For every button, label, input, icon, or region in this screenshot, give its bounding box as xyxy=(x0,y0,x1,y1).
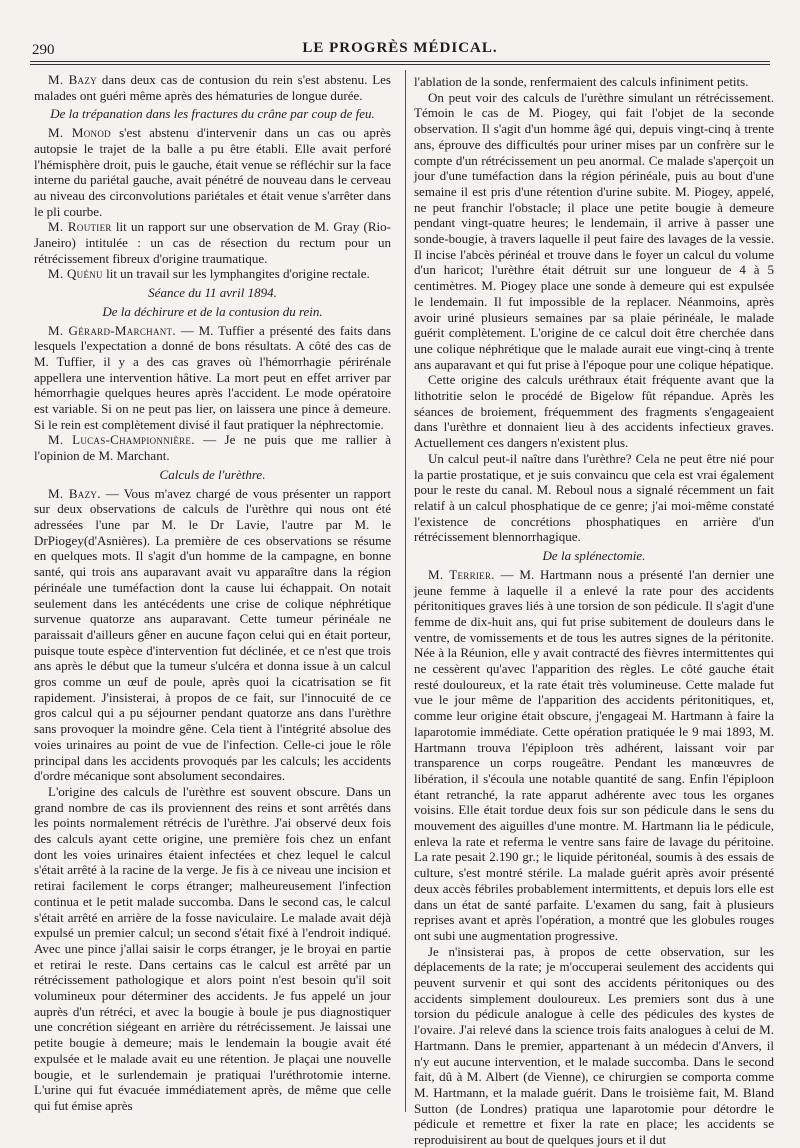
section-heading: De la déchirure et de la contusion du rein. xyxy=(102,303,323,319)
paragraph-text: lit un rapport sur une observation de M. Gray (Rio-Janeiro) intitulée : un cas de résection du rectum pour un rétrécissement fibreux d'origine traumatique. xyxy=(34,219,391,266)
paragraph-text: s'est abstenu d'intervenir dans un cas ou après autopsie le trajet de la balle a pu être établi. Elle avait perforé l'hémisphère droit, puis le gauche, était venue se réfléchir sur la face interne du pariétal gauche, avait pénétré de nouveau dans le cerveau au niveau des circonvolutions pariétales et était venue s'arrêter dans le pli courbe. xyxy=(34,125,391,219)
paragraph-text: dans deux cas de contusion du rein s'est abstenu. Les malades ont guéri même après des hématuries de longue durée. xyxy=(34,72,391,103)
section-heading: Calculs de l'urèthre. xyxy=(159,466,266,482)
paragraph xyxy=(34,486,391,784)
left-column xyxy=(34,72,391,1114)
speaker-name: M. Bazy. xyxy=(48,485,101,501)
page-header xyxy=(30,38,770,58)
paragraph xyxy=(414,944,774,1148)
speaker-name: M. Routier xyxy=(48,219,112,235)
paragraph xyxy=(34,784,391,1114)
paragraph xyxy=(414,567,774,944)
column-divider xyxy=(405,70,406,1112)
paragraph-text: Je n'insisterai pas, à propos de cette observation, sur les déplacements de la rate; je m'occuperai seulement des accidents qui peuvent survenir et qui sont des accidents péritoniques ou des accidents simplement douloureux. Les premiers sont dus à une torsion du pédicule analogue à celle des pédicules des kystes de l'ovaire. J'ai relevé dans la science trois faits analogues à celui de M. Hartmann. Dans le premier, appartenant à un médecin d'Anvers, il n'y eut aucune intervention, et le malade succomba. Dans le second fait, dû à M. Albert (de Vienne), ce chirurgien se comporta comme M. Hartmann, et la malade guérit. Dans le troisième fait, M. Bland Sutton (de Londres) pratiqua une laparotomie pour détordre le pédicule et remettre et fixer la rate en place; les accidents se reproduisirent au bout de quelques jours et il dut xyxy=(414,943,774,1148)
journal-title: LE PROGRÈS MÉDICAL. xyxy=(302,40,498,56)
speaker-name: M. Gérard-Marchant. xyxy=(48,322,176,338)
paragraph-text: Cette origine des calculs uréthraux était fréquente avant que la lithotritie selon le procédé de Bigelow fût répandue. Après les séances de broiement, fréquemment des fragments s'engageaient dans l'urèthre et donnaient lieu à des accidents infectieux graves. Actuellement ces dangers n'existent plus. xyxy=(414,372,774,451)
paragraph xyxy=(34,219,391,266)
paragraph xyxy=(414,451,774,545)
speaker-name: M. Lucas-Championnière. xyxy=(48,432,195,448)
paragraph xyxy=(34,72,391,103)
paragraph-text: Un calcul peut-il naître dans l'urèthre? Cela ne peut être nié pour la partie prostatique, et je suis convaincu que cela est vrai également pour le reste du canal. M. Reboul nous a signalé récemment un fait relatif à un calcul phosphatique de ce genre; j'ai moi-même constaté l'existence de concrétions phosphatiques en arrière d'un rétrécissement blennorrhagique. xyxy=(414,450,774,545)
paragraph-text: — Vous m'avez chargé de vous présenter un rapport sur deux observations de calculs de l'urèthre qui nous ont été adressées l'une par M. le Dr Lavie, l'autre par M. le DrPiogey(d'Asnières). La première de ces observations se résume en quelques mots. Il s'agit d'un homme de la campagne, en bonne santé, qui trois ans auparavant avait vu apparaître dans la région périnéale une tuméfaction dont la cause lui échappait. On notait seulement dans les antécédents une crise de colique néphrétique survenue quatorze ans auparavant. Cette tumeur périnéale ne paraissait d'ailleurs gêner en aucune façon celui qui en était porteur, puisque toute espèce d'intervention fut déclinée, et ce n'est que trois ans après le début que la tumeur s'ulcéra et donna issue à un calcul gros comme un œuf de poule, après quoi la cicatrisation se fit rapidement. J'insisterai, à propos de ce fait, sur l'innocuité de ce gros calcul qui a pu séjourner pendant quatorze ans dans l'urèthre sans provoquer la moindre gêne. Cela tient à l'intégrité absolue des voies urinaires au point de vue de l'infection. Celle-ci joue le rôle principal dans les accidents provoqués par les calculs; les accidents d'ordre mécanique sont absolument secondaires. xyxy=(34,485,391,784)
section-heading: De la splénectomie. xyxy=(542,548,646,564)
paragraph xyxy=(34,323,391,433)
paragraph xyxy=(414,372,774,451)
speaker-name: M. Quénu xyxy=(48,266,103,282)
paragraph-text: l'ablation de la sonde, renfermaient des calculs infiniment petits. xyxy=(414,74,749,89)
paragraph xyxy=(34,266,391,282)
session-heading: Séance du 11 avril 1894. xyxy=(148,285,277,301)
section-heading: De la trépanation dans les fractures du crâne par coup de feu. xyxy=(50,106,375,122)
paragraph xyxy=(34,125,391,219)
paragraph-text: L'origine des calculs de l'urèthre est souvent obscure. Dans un grand nombre de cas ils proviennent des reins et sont arrêtés dans les points normalement rétrécis de l'urèthre. J'ai observé deux fois des calculs ayant cette origine, une première fois chez un enfant dont les voies urinaires étaient infectées et chez lequel le calcul s'était arrêté à la racine de la verge. Je fis à ce niveau une incision et retirai facilement le corps étranger; malheureusement l'infection continua et le petit malade succomba. Dans le second cas, le calcul s'était arrêté en arrière de la fosse naviculaire. Le malade avait déjà expulsé un premier calcul; un second s'était fixé à l'endroit indiqué. Avec une pince j'allai saisir le corps étranger, je le broyai en partie et retirai le reste. Dans certains cas le calcul est arrêté par un rétrécissement pathologique et alors point n'est besoin qu'il soit volumineux pour déterminer des accidents. Je fus appelé un jour auprès d'un rétréci, et avec la bougie à boule je pus diagnostiquer une concrétion siégeant en arrière du rétrécissement. Je laissai une petite bougie à demeure; mais le lendemain la bougie avait été expulsée et le malade avait eu une rétention. Je plaçai une nouvelle bougie, et le surlendemain je pratiquai l'uréthrotomie interne. L'urine qui fut évacuée immédiatement après, de même que celle qui fut émise après xyxy=(34,783,391,1113)
paragraph-text: — Je ne puis que me rallier à l'opinion de M. Marchant. xyxy=(34,432,391,464)
right-column xyxy=(414,74,774,1148)
paragraph-text: — M. Tuffier a présenté des faits dans lesquels l'expectation a donné de bons résultats. A côté des cas de M. Tuffier, il y a des cas graves où l'hémorrhagie périrénale appellera une intervention hâtive. La mort peut en effet arriver par hémorrhagie quelques heures après l'accident. Le mode opératoire est variable. Si on ne peut pas lier, on laissera une pince à demeure. Si le rein est complètement divisé il faut pratiquer la néphrectomie. xyxy=(34,322,391,432)
header-rule xyxy=(30,61,770,62)
paragraph xyxy=(34,432,391,463)
paragraph-text: On peut voir des calculs de l'urèthre simulant un rétrécissement. Témoin le cas de M. Piogey, qui fait l'objet de la seconde observation. Il s'agit d'un homme âgé qui, depuis vingt-cinq à trente ans, éprouve des difficultés pour uriner mises par un confrère sur le compte d'un rétrécissement un peu anormal. Ce malade s'aperçoit un jour d'une tuméfaction dans la région périnéale, puis au bout d'une semaine il est pris d'une rétention d'urine subite. M. Piogey, appelé, ne peut franchir l'obstacle; il place une petite bougie à demeure pendant vingt-quatre heures; le lendemain, il arrive à passer une sonde-bougie, à travers laquelle il peut faire des lavages de la vessie. Il incise l'abcès périnéal et trouve dans le foyer un calcul du volume d'un haricot; l'urèthre était détruit sur une longueur de 4 à 5 centimètres. M. Piogey place une sonde à demeure qui est expulsée le lendemain. Il fut impossible de la replacer. Néanmoins, après avoir uriné plusieurs semaines par sa plaie périnéale, le malade guérit complètement. L'origine de ce calcul doit être cherchée dans une colique néphrétique que le malade aurait eue vingt-cinq à trente ans auparavant et qui fut prise à l'époque pour une colique hépatique. xyxy=(414,89,774,372)
paragraph xyxy=(414,90,774,373)
paragraph-text: lit un travail sur les lymphangites d'origine rectale. xyxy=(102,266,370,282)
paragraph-text: — M. Hartmann nous a présenté l'an dernier une jeune femme à laquelle il a enlevé la rate pour des accidents péritonitiques graves liés à une torsion de son pédicule. Il s'agit d'une femme de dix-huit ans, qui fut prise subitement de douleurs dans le ventre, de vomissements et de tous les autres signes de la péritonite. Née à la Réunion, elle y avait contracté des fièvres intermittentes qui ne cessèrent qu'avec l'apparition des règles. Le côté gauche était resté douloureux, et la rate était très volumineuse. Cette malade fut vue le jour même de l'apparition des accidents péritonitiques, et, comme leur origine était obscure, j'engageai M. Hartmann à faire la laparotomie immédiate. Cette opération pratiquée le 9 mai 1893, M. Hartmann trouva l'épiploon très adhérent, laissant voir par transparence un corps rougeâtre. Pendant les manœuvres de libération, il s'écoula une notable quantité de sang. Enfin l'épiploon étant retranché, la rate apparut adhérente avec tous les organes voisins. Elle était tordue deux fois sur son pédicule dans le sens du mouvement des aiguilles d'une montre. M. Hartmann lia le pédicule, enleva la rate et referma le ventre sans faire de lavage du péritoine. La rate pesait 2.190 gr.; le liquide péritonéal, soumis à des essais de culture, s'est montré stérile. La malade guérit après avoir présenté deux accès fébriles probablement intermittents, et depuis lors elle est dans un état de santé parfaite. L'examen du sang, fait à plusieurs reprises avant et après l'opération, a montré que les globules rouges ont subi une augmentation progressive. xyxy=(414,566,774,943)
speaker-name: M. Bazy xyxy=(48,72,97,87)
speaker-name: M. Terrier. xyxy=(428,566,495,582)
paragraph xyxy=(414,74,774,90)
speaker-name: M. Monod xyxy=(48,125,111,141)
page-number: 290 xyxy=(32,42,55,58)
header-rule-thin xyxy=(30,64,770,65)
